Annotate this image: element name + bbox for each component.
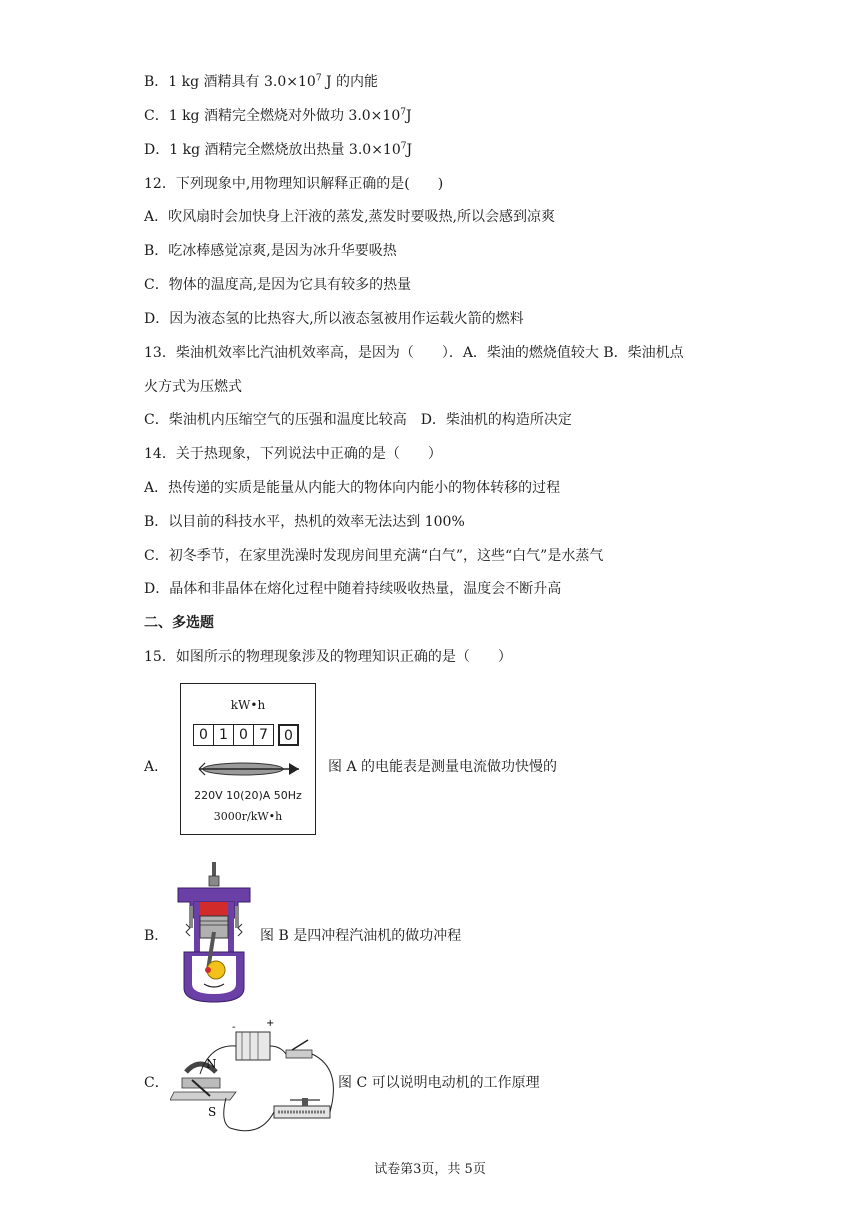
- option-b-suffix: J 的内能: [321, 74, 379, 90]
- meter-digit: 0: [193, 724, 214, 746]
- option-b-text: B．1 kg 酒精具有 3.0×10: [144, 74, 316, 90]
- question-14-option-d: D．晶体和非晶体在熔化过程中随着持续吸收热量，温度会不断升高: [144, 581, 562, 597]
- meter-disc-arrow-icon: [181, 754, 317, 784]
- meter-unit: kW•h: [230, 698, 266, 712]
- exponent: 7: [400, 107, 406, 118]
- exponent: 7: [400, 141, 407, 152]
- exponent: 7: [315, 73, 322, 84]
- motor-circuit-figure: [170, 1018, 346, 1148]
- option-a-label: A．: [144, 759, 169, 775]
- question-12-stem: 12．下列现象中,用物理知识解释正确的是( ): [144, 176, 444, 192]
- meter-digit: 7: [253, 724, 274, 746]
- option-b-label: B．: [144, 928, 169, 944]
- option-c-text: 图 C 可以说明电动机的工作原理: [338, 1075, 540, 1091]
- question-14-stem: 14．关于热现象，下列说法中正确的是（ ）: [144, 446, 442, 462]
- question-14-option-a: A．热传递的实质是能量从内能大的物体向内能小的物体转移的过程: [144, 480, 561, 496]
- battery-plus-label: +: [266, 1018, 275, 1029]
- meter-digit-decimal: 0: [278, 724, 299, 746]
- question-12-option-c: C．物体的温度高,是因为它具有较多的热量: [144, 277, 412, 293]
- section-heading: 二、多选题: [144, 615, 214, 631]
- option-d-text: D．1 kg 酒精完全燃烧放出热量 3.0×10: [144, 142, 401, 158]
- question-12-option-a: A．吹风扇时会加快身上汗液的蒸发,蒸发时要吸热,所以会感到凉爽: [144, 209, 556, 225]
- option-d-suffix: J: [406, 142, 413, 158]
- option-c-label: C．: [144, 1075, 169, 1091]
- question-13-stem-continued: 火方式为压燃式: [144, 379, 242, 395]
- option-a-text: 图 A 的电能表是测量电流做功快慢的: [328, 759, 558, 775]
- question-12-option-b: B．吃冰棒感觉凉爽,是因为冰升华要吸热: [144, 243, 397, 259]
- option-c-suffix: J: [405, 108, 412, 124]
- north-pole-label: N: [206, 1057, 217, 1071]
- option-d: [144, 140, 412, 160]
- meter-rating: 220V 10(20)A 50Hz: [194, 789, 302, 802]
- option-b-text: 图 B 是四冲程汽油机的做功冲程: [260, 928, 462, 944]
- gasoline-engine-figure: [172, 858, 262, 1004]
- meter-digit: 0: [233, 724, 254, 746]
- question-14-option-b: B．以目前的科技水平，热机的效率无法达到 100%: [144, 514, 465, 530]
- question-13-stem: 13．柴油机效率比汽油机效率高，是因为（ ）．A．柴油的燃烧值较大 B．柴油机点: [144, 345, 684, 361]
- question-13-options-cd: C．柴油机内压缩空气的压强和温度比较高 D．柴油机的构造所决定: [144, 412, 572, 428]
- option-b: [144, 72, 378, 92]
- battery-minus-label: -: [232, 1022, 236, 1033]
- page-footer: 试卷第3页，共 5页: [374, 1162, 486, 1177]
- meter-digit: 1: [213, 724, 234, 746]
- meter-digits: [193, 724, 298, 746]
- question-14-option-c: C．初冬季节，在家里洗澡时发现房间里充满“白气”，这些“白气”是水蒸气: [144, 548, 604, 564]
- question-12-option-d: D．因为液态氢的比热容大,所以液态氢被用作运载火箭的燃料: [144, 311, 524, 327]
- option-c: [144, 106, 412, 126]
- question-15-stem: 15．如图所示的物理现象涉及的物理知识正确的是（ ）: [144, 649, 512, 665]
- south-pole-label: S: [208, 1105, 217, 1119]
- meter-constant: 3000r/kW•h: [213, 810, 283, 823]
- electricity-meter-figure: [180, 683, 316, 835]
- option-c-text: C．1 kg 酒精完全燃烧对外做功 3.0×10: [144, 108, 401, 124]
